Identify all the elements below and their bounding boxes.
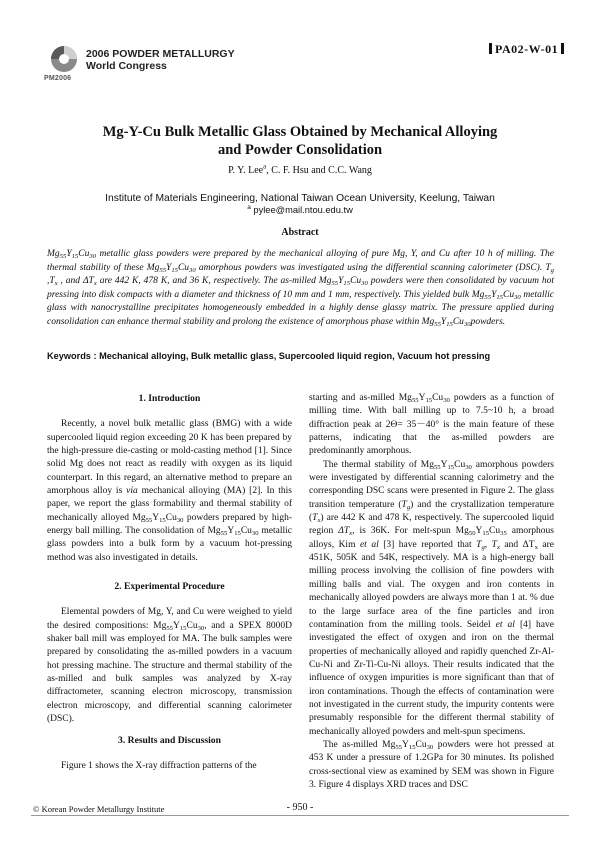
- paragraph: The as-milled $Mg_{55}Y_{15}Cu_{30}$ powders were hot pressed at 453 K under a pressure of 1.2GPa for 30 minutes. Its polished cross-sectional view as examined by SEM was shown in Figure 3. Figure 4 displays XRD traces and DSC: [309, 739, 554, 790]
- left-column-section2: [47, 580, 292, 726]
- section-heading-introduction: 1. Introduction: [138, 393, 201, 404]
- abstract-text: $Mg_{55}Y_{15}Cu_{30}$ metallic glass powders were prepared by the mechanical alloying of pure Mg, Y, and Cu after 10 h of milling. The thermal stability of these $Mg_{55}Y_{15}Cu_{30}$ amorphous powders was investigated using the differential scanning calorimeter (DSC). $T_g$ $,T_x$ , and $\Delta T_x$ are 442 K, 478 K, and 36 K, respectively. The as-milled $Mg_{55}Y_{15}Cu_{30}$ powders were then consolidated by vacuum hot pressing into disk compacts with a diameter and thickness of 10 mm and 1 mm, respectively. This yielded bulk $Mg_{55}Y_{15}Cu_{30}$ metallic glass with nanocrystalline precipitates homogeneously embedded in a highly dense glassy matrix. The pressure applied during consolidation can enhance thermal stability and prolong the existence of amorphous phase within $Mg_{55}Y_{15}Cu_{30}powders$.: [47, 249, 555, 328]
- section-heading-results: 3. Results and Discussion: [118, 735, 221, 746]
- section-heading-experimental: 2. Experimental Procedure: [114, 581, 225, 592]
- left-column: [47, 392, 292, 565]
- copyright-notice: © Korean Powder Metallurgy Institute: [33, 804, 165, 814]
- affiliation: Institute of Materials Engineering, National Taiwan Ocean University, Keelung, Taiwan: [105, 193, 495, 204]
- paper-code: PA02-W-01: [486, 42, 567, 57]
- footer-divider: [31, 815, 569, 816]
- left-column-section3: [47, 734, 292, 774]
- logo-text: PM2006: [44, 75, 72, 82]
- right-column: [309, 392, 554, 792]
- author-email: $^a$ pylee@mail.ntou.edu.tw: [247, 203, 353, 215]
- author-list: P. Y. Lee$^a$, C. F. Hsu and C.C. Wang: [228, 162, 372, 176]
- paragraph: Figure 1 shows the X-ray diffraction patterns of the: [61, 761, 257, 772]
- conference-subtitle: World Congress: [86, 60, 167, 72]
- keywords: Keywords : Mechanical alloying, Bulk metallic glass, Supercooled liquid region, Vacuum hot pressing: [47, 351, 491, 361]
- page-number: - 950 -: [286, 802, 314, 813]
- conference-name: 2006 POWDER METALLURGY: [86, 48, 235, 60]
- author-affiliation-mark: a: [263, 162, 267, 171]
- abstract-heading: Abstract: [281, 227, 319, 238]
- paragraph: The thermal stability of $Mg_{55}Y_{15}Cu_{30}$ amorphous powders were investigated by differential scanning calorimetry and the corresponding DSC scans were presented in Figure 2. The glass transition temperature $(T_g)$ and the crystallization temperature $(T_x)$ are 442 K and 478 K, respectively. The supercooled liquid region $\Delta T_x$, is 36K. For melt-spun $Mg_{50}Y_{15}Cu_{35}$ amorphous alloys, Kim et al [3] have reported that $T_g$, $T_x$ and $\Delta T_x$ are 451K, 505K and 54K, respectively. MA is a high-energy ball milling process involving the collision of fine powders with milling balls and vial. The oxygen and iron contents in mechanically alloyed powders are always more than 1 at. % due to the large surface area of the fine particles and iron contamination from the milling tools. Seidel et al [4] have investigated the effect of oxygen and iron on the thermal properties of mechanically alloyed and rapidly quenched Zr-Al-Cu-Ni and Zr-Ti-Cu-Ni alloys. Their results indicated that the influence of oxygen impurities is more significant than that of iron contaminations. Though the effects of contamination were not investigated in the current study, the impurity contents were presumably responsible for the different thermal stability of mechanically alloyed powders and melt-spun specimens.: [309, 459, 554, 737]
- paragraph: Elemental powders of Mg, Y, and Cu were weighed to yield the desired compositions: $Mg_{55}Y_{15}Cu_{30}$, and a SPEX 8000D shaker ball mill was employed for MA. The bulk samples were prepared by consolidating the as-milled powders in a vacuum hot pressing machine. The structure and thermal stability of the as-milled and bulk samples was analyzed by X-ray diffractometer, scanning electron microscopy, transmission electron microscopy, and differential scanning calorimeter (DSC).: [47, 607, 292, 725]
- paper-title: Mg-Y-Cu Bulk Metallic Glass Obtained by Mechanical Alloying and Powder Consolidation: [102, 124, 498, 158]
- paragraph: Recently, a novel bulk metallic glass (BMG) with a wide supercooled liquid region exceeding 20 K has been prepared by the high-pressure die-casting or mold-casting method [1]. Since solid Mg does not react as readily with oxygen as its liquid counterpart. In this regard, an alternative method to prepare an amorphous alloy is via mechanical alloying (MA) [2]. In this paper, we report the glass formability and thermal stability of mechanically alloyed $Mg_{55}Y_{15}Cu_{30}$ powders prepared by high-energy ball milling. The consolidation of $Mg_{55}Y_{15}Cu_{30}$ metallic glass powders into a bulk form by a vacuum hot-pressing method was also investigated in details.: [47, 419, 292, 563]
- paragraph: starting and as-milled $Mg_{55}Y_{15}Cu_{30}$ powders as a function of milling time. With ball milling up to 7.5~10 h, a broad diffraction peak at 2Θ= 35－40° is the main feature of these patterns, indicating that the as-milled powders are predominantly amorphous.: [309, 393, 555, 457]
